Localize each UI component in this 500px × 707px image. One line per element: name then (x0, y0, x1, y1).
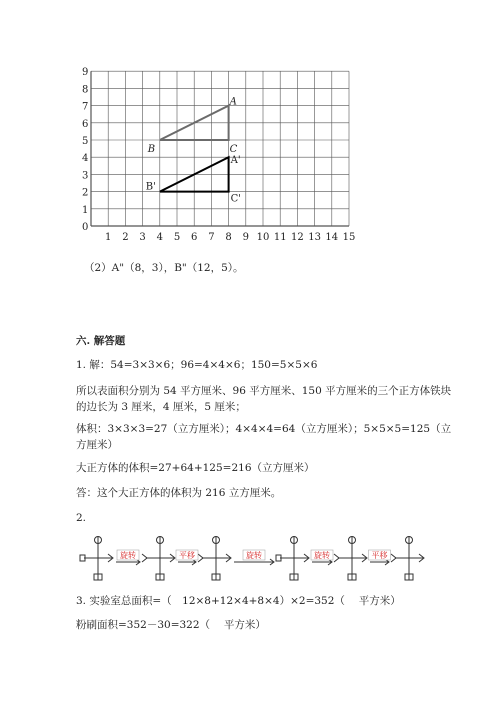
x-tick-label: 15 (342, 232, 356, 243)
y-tick-label: 8 (82, 84, 89, 96)
q3-line1: 3. 实验室总面积=（ 12×8+12×4+8×4）×2=352（ 平方米） (76, 595, 401, 607)
transform-arrow (234, 550, 274, 565)
shape-1 (80, 536, 113, 580)
shape-6 (391, 536, 424, 580)
transform-label: 旋转 (314, 551, 330, 560)
shape-2 (142, 536, 175, 580)
x-tick-label: 10 (256, 232, 270, 243)
x-tick-label: 5 (173, 232, 181, 243)
vertex-label: B (147, 144, 156, 155)
y-tick-label: 3 (82, 170, 89, 182)
x-tick-label: 8 (225, 232, 232, 243)
q1-line1: 1. 解：54=3×3×6；96=4×4×6；150=5×5×6 (76, 359, 318, 371)
transform-arrow (176, 550, 198, 565)
y-tick-label: 1 (82, 204, 89, 216)
transformation-sequence (76, 528, 426, 586)
transform-arrow (116, 550, 140, 565)
coordinate-grid-figure (78, 62, 368, 244)
y-tick-label: 0 (82, 222, 89, 233)
q1-line2a: 所以表面积分别为 54 平方厘米、96 平方厘米、150 平方厘米的三个正方体铁块 (76, 385, 452, 397)
grid-lines (91, 71, 349, 226)
q1-line5: 答：这个大正方体的体积为 216 立方厘米。 (76, 487, 282, 499)
transform-label: 旋转 (120, 551, 136, 560)
y-tick-label: 2 (82, 187, 89, 199)
x-tick-label: 2 (122, 232, 129, 243)
vertex-label: A' (230, 155, 241, 167)
x-tick-label: 13 (308, 232, 321, 243)
y-tick-label: 9 (82, 67, 89, 79)
shape-4 (276, 536, 309, 580)
vertex-label: A (229, 96, 237, 108)
q1-line2b: 的边长为 3 厘米，4 厘米，5 厘米； (76, 401, 246, 413)
x-tick-label: 6 (191, 232, 198, 243)
vertex-label: B' (145, 181, 156, 193)
transform-arrow (369, 550, 391, 565)
vertex-label: C (229, 144, 238, 155)
x-tick-label: 4 (156, 232, 163, 243)
x-tick-label: 12 (291, 232, 304, 243)
transform-arrow (311, 550, 333, 565)
transform-label: 旋转 (246, 551, 262, 560)
shape-5 (334, 536, 367, 580)
x-tick-label: 1 (105, 232, 112, 243)
x-tick-label: 3 (139, 232, 146, 243)
x-tick-label: 11 (273, 232, 287, 243)
q1-line3a: 体积：3×3×3=27（立方厘米）；4×4×4=64（立方厘米）；5×5×5=125（立 (76, 423, 452, 435)
x-tick-label: 9 (242, 232, 249, 243)
y-tick-label: 5 (82, 136, 89, 147)
transform-label: 平移 (179, 551, 195, 560)
q1-line3b: 方厘米） (76, 439, 118, 451)
shape-3 (198, 536, 231, 580)
q3-line2: 粉刷面积=352－30=322（ 平方米） (76, 619, 266, 631)
x-tick-label: 7 (208, 232, 215, 243)
y-tick-label: 4 (82, 153, 89, 165)
vertex-label: C' (230, 193, 242, 205)
answer-2: （2）A"（8，3），B"（12，5）。 (84, 262, 244, 274)
q2-label: 2. (76, 512, 87, 524)
q1-line4: 大正方体的体积=27+64+125=216（立方厘米） (76, 462, 315, 474)
y-tick-label: 6 (82, 118, 89, 130)
x-tick-label: 14 (325, 232, 339, 243)
y-tick-label: 7 (82, 101, 89, 113)
section-title: 六. 解答题 (76, 335, 126, 347)
transform-label: 平移 (371, 551, 388, 560)
